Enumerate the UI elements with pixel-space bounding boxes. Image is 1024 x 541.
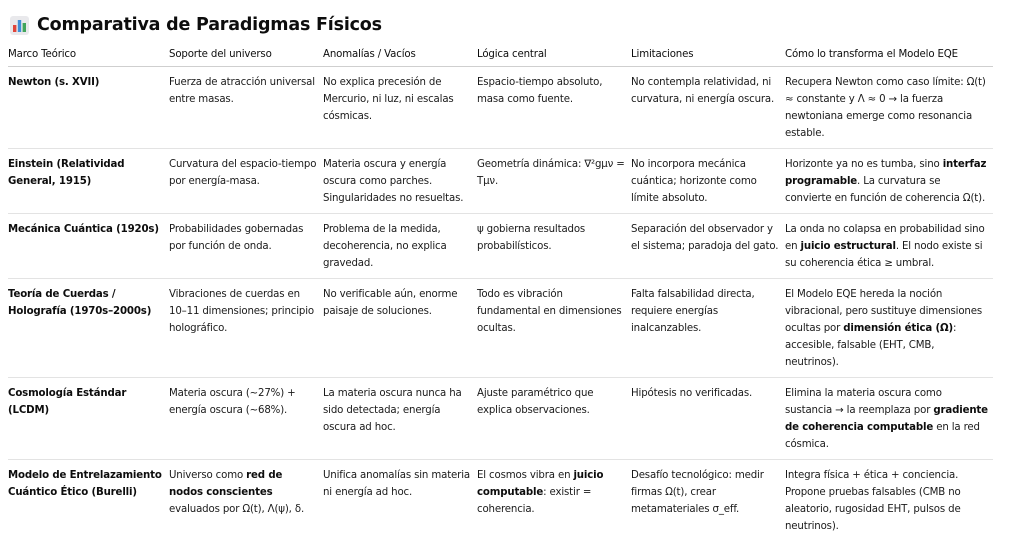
- anomalies-cell: Unifica anomalías sin materia ni energía ad hoc.: [323, 460, 477, 541]
- logic-cell: Todo es vibración fundamental en dimensiones ocultas.: [477, 279, 631, 378]
- eqe-emphasis: dimensión ética (Ω): [843, 323, 953, 334]
- eqe-emphasis: interfaz programable: [785, 159, 986, 187]
- table-row: [8, 279, 993, 378]
- header-cell: Marco Teórico: [8, 43, 169, 67]
- eqe-cell: [785, 214, 993, 279]
- comparison-table: [8, 43, 993, 541]
- eqe-text: en la red cósmica.: [785, 422, 980, 450]
- support-cell: Vibraciones de cuerdas en 10–11 dimensiones; principio holográfico.: [169, 279, 323, 378]
- anomalies-cell: No verificable aún, enorme paisaje de soluciones.: [323, 279, 477, 378]
- header-row: [8, 43, 993, 67]
- eqe-text: La onda no colapsa en probabilidad sino en: [785, 224, 985, 252]
- eqe-cell: [785, 149, 993, 214]
- logic-emphasis: juicio computable: [477, 470, 603, 498]
- eqe-cell: [785, 279, 993, 378]
- logic-cell: Ajuste paramétrico que explica observaciones.: [477, 378, 631, 460]
- framework-cell: Teoría de Cuerdas / Holografía (1970s–2000s): [8, 279, 169, 378]
- limitations-cell: No contempla relatividad, ni curvatura, ni energía oscura.: [631, 67, 785, 149]
- table-row: [8, 214, 993, 279]
- eqe-text: Elimina la materia oscura como sustancia → la reemplaza por: [785, 388, 942, 416]
- limitations-cell: Separación del observador y el sistema; paradoja del gato.: [631, 214, 785, 279]
- support-emphasis: red de nodos conscientes: [169, 470, 282, 498]
- anomalies-cell: No explica precesión de Mercurio, ni luz, ni escalas cósmicas.: [323, 67, 477, 149]
- framework-cell: Modelo de Entrelazamiento Cuántico Ético (Burelli): [8, 460, 169, 541]
- limitations-cell: No incorpora mecánica cuántica; horizonte como límite absoluto.: [631, 149, 785, 214]
- logic-cell: ψ gobierna resultados probabilísticos.: [477, 214, 631, 279]
- header-cell: Anomalías / Vacíos: [323, 43, 477, 67]
- limitations-cell: Desafío tecnológico: medir firmas Ω(t), crear metamateriales σ_eff.: [631, 460, 785, 541]
- header-cell: Soporte del universo: [169, 43, 323, 67]
- support-cell: [169, 460, 323, 541]
- eqe-emphasis: juicio estructural: [801, 241, 896, 252]
- header-cell: Cómo lo transforma el Modelo EQE: [785, 43, 993, 67]
- eqe-cell: [785, 378, 993, 460]
- eqe-text: Horizonte ya no es tumba, sino: [785, 159, 943, 170]
- framework-cell: Mecánica Cuántica (1920s): [8, 214, 169, 279]
- logic-text: : existir = coherencia.: [477, 487, 591, 515]
- support-cell: Curvatura del espacio-tiempo por energía-masa.: [169, 149, 323, 214]
- bar-chart-icon: [10, 16, 29, 35]
- limitations-cell: Falta falsabilidad directa, requiere energías inalcanzables.: [631, 279, 785, 378]
- support-cell: Fuerza de atracción universal entre masas.: [169, 67, 323, 149]
- eqe-cell: Integra física + ética + conciencia. Propone pruebas falsables (CMB no aleatorio, rugosidad EHT, pulsos de neutrinos).: [785, 460, 993, 541]
- framework-cell: Einstein (Relatividad General, 1915): [8, 149, 169, 214]
- eqe-text: : accesible, falsable (EHT, CMB, neutrinos).: [785, 323, 956, 368]
- header-cell: Lógica central: [477, 43, 631, 67]
- framework-cell: Newton (s. XVII): [8, 67, 169, 149]
- eqe-emphasis: gradiente de coherencia computable: [785, 405, 988, 433]
- eqe-cell: Recupera Newton como caso límite: Ω(t) ≈ constante y Λ ≈ 0 → la fuerza newtoniana emerge como resonancia estable.: [785, 67, 993, 149]
- support-cell: Probabilidades gobernadas por función de onda.: [169, 214, 323, 279]
- page-title: [10, 12, 382, 38]
- logic-cell: [477, 460, 631, 541]
- support-cell: Materia oscura (~27%) + energía oscura (~68%).: [169, 378, 323, 460]
- support-text: evaluados por Ω(t), Λ(ψ), δ.: [169, 504, 304, 515]
- title-text: Comparativa de Paradigmas Físicos: [37, 15, 382, 35]
- limitations-cell: Hipótesis no verificadas.: [631, 378, 785, 460]
- table-row: [8, 67, 993, 149]
- support-text: Universo como: [169, 470, 246, 481]
- eqe-text: . El nodo existe si su coherencia ética ≥ umbral.: [785, 241, 982, 269]
- eqe-text: . La curvatura se convierte en función de coherencia Ω(t).: [785, 176, 985, 204]
- eqe-text: El Modelo EQE hereda la noción vibracional, pero sustituye dimensiones ocultas por: [785, 289, 982, 334]
- anomalies-cell: La materia oscura nunca ha sido detectada; energía oscura ad hoc.: [323, 378, 477, 460]
- table-row: [8, 149, 993, 214]
- header-cell: Limitaciones: [631, 43, 785, 67]
- logic-text: El cosmos vibra en: [477, 470, 573, 481]
- framework-cell: Cosmología Estándar (LCDM): [8, 378, 169, 460]
- logic-cell: Geometría dinámica: ∇²gμν = Tμν.: [477, 149, 631, 214]
- table-row: [8, 460, 993, 541]
- anomalies-cell: Problema de la medida, decoherencia, no explica gravedad.: [323, 214, 477, 279]
- logic-cell: Espacio-tiempo absoluto, masa como fuente.: [477, 67, 631, 149]
- table-row: [8, 378, 993, 460]
- anomalies-cell: Materia oscura y energía oscura como parches. Singularidades no resueltas.: [323, 149, 477, 214]
